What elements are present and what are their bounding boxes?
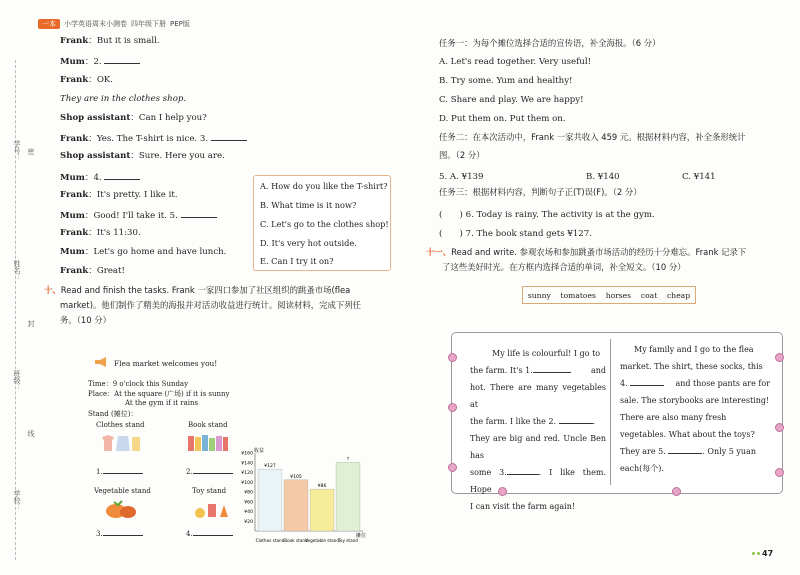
bead-decoration (775, 423, 784, 432)
bead-decoration (448, 463, 457, 472)
task-1-option-d: D. Put them on. Put them on. (439, 114, 566, 124)
dialogue-line: Frank：OK. (60, 75, 114, 85)
bar-data-label: ¥127 (264, 464, 276, 470)
answer-blank-4b[interactable] (193, 527, 233, 536)
book-title: 小学英语周末小测卷 (64, 20, 127, 28)
dialogue-line: Shop assistant：Sure. Here you are. (60, 151, 225, 161)
option-e: E. Can I try it on? (260, 256, 334, 266)
bar (284, 480, 308, 531)
bar-data-label: ¥105 (290, 474, 302, 480)
grade-label: 四年级下册 (131, 20, 166, 28)
bead-decoration (448, 403, 457, 412)
story-frame (451, 332, 783, 511)
task-3-title: 任务三：根据材料内容，判断句子正(T)误(F)。（2 分） (439, 187, 642, 197)
task-2-option-a: 5. A. ¥139 (439, 172, 484, 182)
option-b: B. What time is it now? (260, 200, 357, 210)
blank-4-row: 4. (186, 527, 233, 538)
task-2-option-c: C. ¥141 (682, 172, 716, 182)
income-chart-svg (238, 445, 373, 545)
income-bar-chart (238, 445, 373, 545)
dialogue-line: Mum：Good! I'll take it. 5. (60, 209, 217, 222)
story-blank-1[interactable] (533, 364, 571, 373)
task-1 (439, 36, 779, 51)
poster-stand-label: Stand (摊位)： (88, 410, 138, 418)
story-divider (610, 339, 611, 485)
option-c: C. Let's go to the clothes shop! (260, 219, 389, 229)
section-10-instructions: 十、Read and finish the tasks. Frank 一家四口参加了社区组织的跳蚤市场(flea market)。他们制作了精美的海报并对活动收益进行统计。阅读材料，完成下列任 务。（10 分） (44, 285, 361, 325)
word-item: coat (640, 290, 658, 300)
book-stand-label: Book stand (188, 421, 228, 429)
section-11-instructions: 十一、Read and write. 参观农场和参加跳蚤市场活动的经历十分难忘。Frank 记录下 了这些美好时光。在方框内选择合适的单词，补全短文。（10 分） (426, 247, 747, 272)
scene-note: They are in the clothes shop. (60, 94, 187, 104)
bar (258, 469, 282, 531)
dialogue-line: Shop assistant：Can I help you? (60, 113, 207, 123)
poster-place-2: At the gym if it rains (125, 399, 199, 407)
bead-decoration (775, 353, 784, 362)
dialogue-line: Frank：But it is small. (60, 36, 160, 46)
page-header (38, 18, 190, 30)
dialogue-line: Frank：Yes. The T-shirt is nice. 3. (60, 132, 247, 145)
x-axis-label: 摊位 (356, 533, 367, 539)
task-2-option-b: B. ¥140 (586, 172, 620, 182)
bead-decoration (448, 353, 457, 362)
bead-decoration (775, 468, 784, 477)
blank-1-row: 1. (96, 465, 143, 476)
blank-2-row: 2. (186, 465, 233, 476)
answer-blank-4[interactable] (104, 171, 140, 180)
task-1-option-c: C. Share and play. We are happy! (439, 95, 584, 105)
toy-stand-icon (190, 499, 234, 519)
story-blank-2[interactable] (559, 415, 593, 424)
option-d: D. It's very hot outside. (260, 238, 357, 248)
question-6: ( ) 6. Today is rainy. The activity is at the gym. (439, 210, 655, 220)
answer-blank-5[interactable] (181, 209, 217, 218)
book-stand-icon (186, 433, 230, 453)
page-number: 47 (752, 549, 773, 558)
word-item: horses (605, 290, 632, 300)
question-7: ( ) 7. The book stand gets ¥127. (439, 229, 592, 239)
y-tick-label: ¥100 (241, 480, 253, 486)
story-blank-3[interactable] (507, 466, 539, 475)
dialogue-line: Mum：2. (60, 55, 140, 68)
vegetable-stand-icon (102, 499, 146, 519)
word-item: tomatoes (560, 290, 596, 300)
answer-blank-1[interactable] (103, 465, 143, 474)
flea-market-poster (80, 355, 240, 540)
dialogue-line: Mum：Let's go home and have lunch. (60, 247, 227, 257)
word-item: cheap (667, 290, 691, 300)
y-tick-label: ¥60 (244, 500, 253, 506)
answer-blank-3[interactable] (211, 132, 247, 141)
dot-decoration (752, 552, 755, 555)
answer-blank-2[interactable] (104, 55, 140, 64)
category-label: Book stand (284, 538, 308, 543)
story-blank-5[interactable] (668, 445, 702, 454)
student-id-label: 学号： (13, 140, 21, 161)
task-3 (439, 185, 779, 200)
school-label: 学校： (13, 490, 21, 511)
word-bank (522, 286, 696, 304)
answer-blank-3b[interactable] (103, 527, 143, 536)
dialogue-line: Frank：It's pretty. I like it. (60, 190, 178, 200)
blank-3-row: 3. (96, 527, 143, 538)
seal-mark: 线 (27, 430, 35, 437)
task-1-option-a: A. Let's read together. Very useful! (439, 57, 592, 67)
y-tick-label: ¥40 (244, 510, 253, 515)
clothes-stand-label: Clothes stand (96, 421, 145, 429)
poster-place-1: Place：At the square (广场) if it is sunny (88, 390, 230, 398)
megaphone-icon (94, 357, 108, 367)
story-right-text: My family and I go to the flea market. The shirt, these socks, this 4. and those pants are for sale. The storybooks are interesting! There are also many fresh vegetables. What about the toys? They are 5. . Only 5 yuan each(每个). (620, 345, 770, 473)
poster-time: Time：9 o'clock this Sunday (88, 380, 189, 388)
bar (310, 489, 334, 531)
task-2-title: 任务二：在本次活动中，Frank 一家共收入 459 元。根据材料内容，补全条形统计 (439, 132, 746, 142)
y-tick-label: ¥20 (244, 519, 253, 525)
dialogue-line: Frank：Great! (60, 266, 125, 276)
category-label: Clothes stand (255, 538, 285, 543)
task-1-title: 任务一：为每个摊位选择合适的宣传语，补全海报。（6 分） (439, 38, 661, 48)
vegetable-stand-label: Vegetable stand (94, 487, 151, 495)
dialogue-line: Frank：It's 11:30. (60, 228, 141, 238)
bar-data-label: ? (346, 457, 350, 463)
y-tick-label: ¥160 (241, 451, 253, 457)
toy-stand-label: Toy stand (192, 487, 227, 495)
story-blank-4[interactable] (630, 377, 664, 386)
seal-mark-2: 封 (27, 320, 35, 327)
y-tick-label: ¥80 (244, 490, 253, 496)
student-name-label: 姓名： (13, 260, 21, 281)
class-label: 班级： (13, 370, 21, 391)
y-axis-label: 收益 (254, 448, 265, 454)
edition-label: PEP版 (170, 20, 190, 28)
dot-decoration (757, 552, 760, 555)
y-tick-label: ¥120 (241, 471, 253, 476)
task-1-option-b: B. Try some. Yum and healthy! (439, 76, 573, 86)
seal-mark-3: 密 (27, 148, 35, 155)
series-badge: 一本 (38, 19, 60, 29)
answer-blank-1b[interactable] (193, 465, 233, 474)
task-2-title-cont: 图。（2 分） (439, 150, 485, 160)
bead-decoration (672, 487, 681, 496)
task-2 (439, 130, 784, 163)
bar (336, 462, 360, 531)
poster-title: Flea market welcomes you! (114, 359, 218, 368)
options-box (253, 175, 391, 271)
category-label: Toy stand (338, 538, 358, 543)
category-label: Vegetable stand (305, 538, 339, 543)
bar-data-label: ¥86 (317, 484, 327, 490)
student-info-strip (8, 120, 35, 540)
dialogue-line: Mum：4. (60, 171, 140, 184)
clothes-stand-icon (98, 433, 142, 453)
story-left-text: My life is colourful! I go to the farm. It's 1. and hot. There are many vegetables at the farm. I like the 2. . They are big and red. Uncle Ben has some 3. . I like them. Hope I can visit the farm again! (470, 349, 606, 511)
option-a: A. How do you like the T-shirt? (260, 181, 388, 191)
word-item: sunny (527, 290, 551, 300)
y-tick-label: ¥140 (241, 461, 253, 467)
